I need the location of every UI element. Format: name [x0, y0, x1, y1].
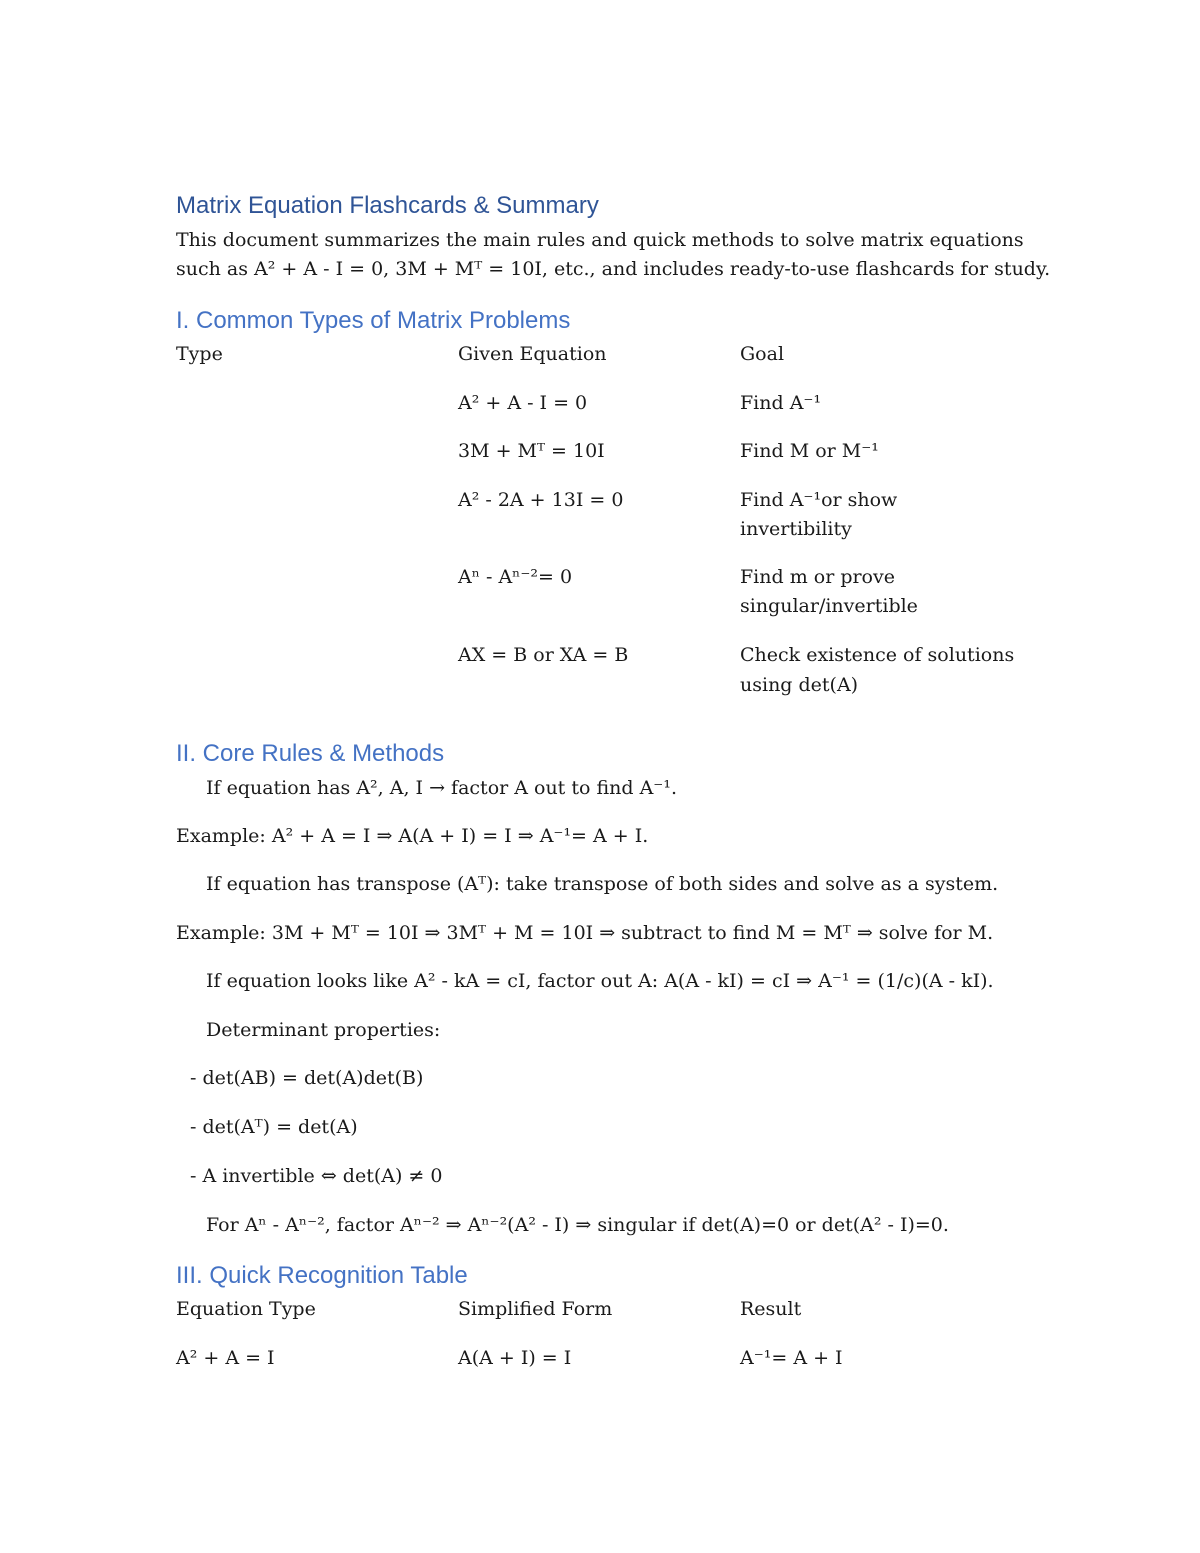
section-2-heading: II. Core Rules & Methods: [176, 740, 445, 767]
section-3-heading: III. Quick Recognition Table: [176, 1262, 468, 1289]
determinant-transpose: - det(Aᵀ) = det(A): [190, 1116, 358, 1138]
document-title: Matrix Equation Flashcards & Summary: [176, 192, 599, 219]
rule-factor-k: If equation looks like A² - kA = cI, factor out A: A(A - kI) = cI ⇒ A⁻¹ = (1/c)(A - kI).: [206, 970, 994, 992]
table-cell-goal-line-2: invertibility: [740, 518, 852, 540]
table-cell-result: A⁻¹= A + I: [740, 1347, 843, 1369]
section-1-heading: I. Common Types of Matrix Problems: [176, 307, 571, 334]
table-cell-goal: Find m or prove: [740, 566, 895, 588]
rule-transpose: If equation has transpose (Aᵀ): take transpose of both sides and solve as a system.: [206, 873, 999, 895]
table-cell-equation: A² - 2A + 13I = 0: [458, 489, 624, 511]
example-factor-a: Example: A² + A = I ⇒ A(A + I) = I ⇒ A⁻¹= A + I.: [176, 825, 649, 847]
table-header-result: Result: [740, 1298, 802, 1320]
example-transpose: Example: 3M + Mᵀ = 10I ⇒ 3Mᵀ + M = 10I ⇒ subtract to find M = Mᵀ ⇒ solve for M.: [176, 922, 994, 944]
table-cell-goal-line-2: using det(A): [740, 674, 859, 696]
table-cell-equation: AX = B or XA = B: [458, 644, 629, 666]
table-header-equation: Given Equation: [458, 343, 607, 365]
table-header-type: Type: [176, 343, 223, 365]
table-cell-goal-line-2: singular/invertible: [740, 595, 918, 617]
table-cell-goal: Find M or M⁻¹: [740, 440, 879, 462]
table-cell-goal: Check existence of solutions: [740, 644, 1015, 666]
determinant-heading: Determinant properties:: [206, 1019, 441, 1041]
table-cell-equation: 3M + Mᵀ = 10I: [458, 440, 605, 462]
rule-power-factor: For Aⁿ - Aⁿ⁻², factor Aⁿ⁻² ⇒ Aⁿ⁻²(A² - I) ⇒ singular if det(A)=0 or det(A² - I)=0.: [206, 1214, 949, 1236]
determinant-invertible: - A invertible ⇔ det(A) ≠ 0: [190, 1165, 443, 1187]
table-cell-equation: A² + A - I = 0: [458, 392, 588, 414]
table-header-simplified-form: Simplified Form: [458, 1298, 613, 1320]
intro-line-2: such as A² + A - I = 0, 3M + Mᵀ = 10I, etc., and includes ready-to-use flashcards for study.: [176, 258, 1051, 280]
table-cell-equation-type: A² + A = I: [176, 1347, 275, 1369]
determinant-product: - det(AB) = det(A)det(B): [190, 1067, 424, 1089]
table-cell-equation: Aⁿ - Aⁿ⁻²= 0: [458, 566, 573, 588]
intro-line-1: This document summarizes the main rules and quick methods to solve matrix equations: [176, 229, 1024, 251]
rule-factor-a: If equation has A², A, I → factor A out to find A⁻¹.: [206, 777, 677, 799]
table-header-goal: Goal: [740, 343, 785, 365]
table-cell-simplified-form: A(A + I) = I: [458, 1347, 572, 1369]
table-cell-goal: Find A⁻¹: [740, 392, 822, 414]
table-cell-goal: Find A⁻¹or show: [740, 489, 898, 511]
table-header-equation-type: Equation Type: [176, 1298, 316, 1320]
